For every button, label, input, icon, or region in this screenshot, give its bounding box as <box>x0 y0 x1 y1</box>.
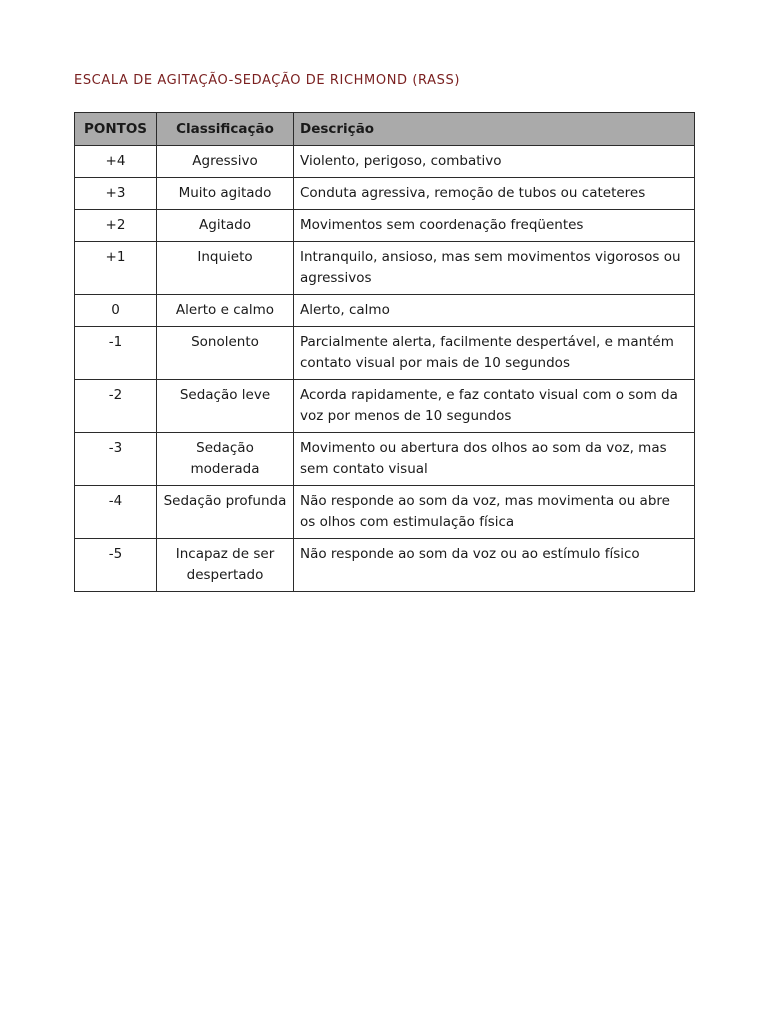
table-row <box>75 433 695 486</box>
points-cell: +4 <box>75 146 157 178</box>
points-cell: -1 <box>75 327 157 380</box>
header-classification: Classificação <box>157 113 294 146</box>
classification-cell: Agitado <box>157 210 294 242</box>
table-row <box>75 146 695 178</box>
header-description: Descrição <box>294 113 695 146</box>
header-points: PONTOS <box>75 113 157 146</box>
table-row <box>75 380 695 433</box>
description-cell: Movimento ou abertura dos olhos ao som da voz, mas sem contato visual <box>294 433 695 486</box>
classification-cell: Sonolento <box>157 327 294 380</box>
table-header-row <box>75 113 695 146</box>
classification-cell: Sedação profunda <box>157 486 294 539</box>
classification-cell: Muito agitado <box>157 178 294 210</box>
description-cell: Não responde ao som da voz ou ao estímulo físico <box>294 539 695 592</box>
table-row <box>75 242 695 295</box>
description-cell: Acorda rapidamente, e faz contato visual com o som da voz por menos de 10 segundos <box>294 380 695 433</box>
points-cell: 0 <box>75 295 157 327</box>
classification-cell: Agressivo <box>157 146 294 178</box>
table-row <box>75 295 695 327</box>
rass-table <box>74 112 695 592</box>
points-cell: -4 <box>75 486 157 539</box>
points-cell: +3 <box>75 178 157 210</box>
description-cell: Alerto, calmo <box>294 295 695 327</box>
points-cell: +1 <box>75 242 157 295</box>
classification-cell: Alerto e calmo <box>157 295 294 327</box>
points-cell: +2 <box>75 210 157 242</box>
table-row <box>75 486 695 539</box>
description-cell: Não responde ao som da voz, mas movimenta ou abre os olhos com estimulação física <box>294 486 695 539</box>
description-cell: Intranquilo, ansioso, mas sem movimentos vigorosos ou agressivos <box>294 242 695 295</box>
classification-cell: Sedação moderada <box>157 433 294 486</box>
table-row <box>75 210 695 242</box>
description-cell: Parcialmente alerta, facilmente despertável, e mantém contato visual por mais de 10 segundos <box>294 327 695 380</box>
classification-cell: Sedação leve <box>157 380 294 433</box>
table-row <box>75 327 695 380</box>
classification-cell: Incapaz de ser despertado <box>157 539 294 592</box>
table-row <box>75 178 695 210</box>
document-title: ESCALA DE AGITAÇÃO-SEDAÇÃO DE RICHMOND (RASS) <box>74 73 461 88</box>
description-cell: Violento, perigoso, combativo <box>294 146 695 178</box>
points-cell: -2 <box>75 380 157 433</box>
table-row <box>75 539 695 592</box>
points-cell: -5 <box>75 539 157 592</box>
description-cell: Conduta agressiva, remoção de tubos ou cateteres <box>294 178 695 210</box>
classification-cell: Inquieto <box>157 242 294 295</box>
points-cell: -3 <box>75 433 157 486</box>
description-cell: Movimentos sem coordenação freqüentes <box>294 210 695 242</box>
